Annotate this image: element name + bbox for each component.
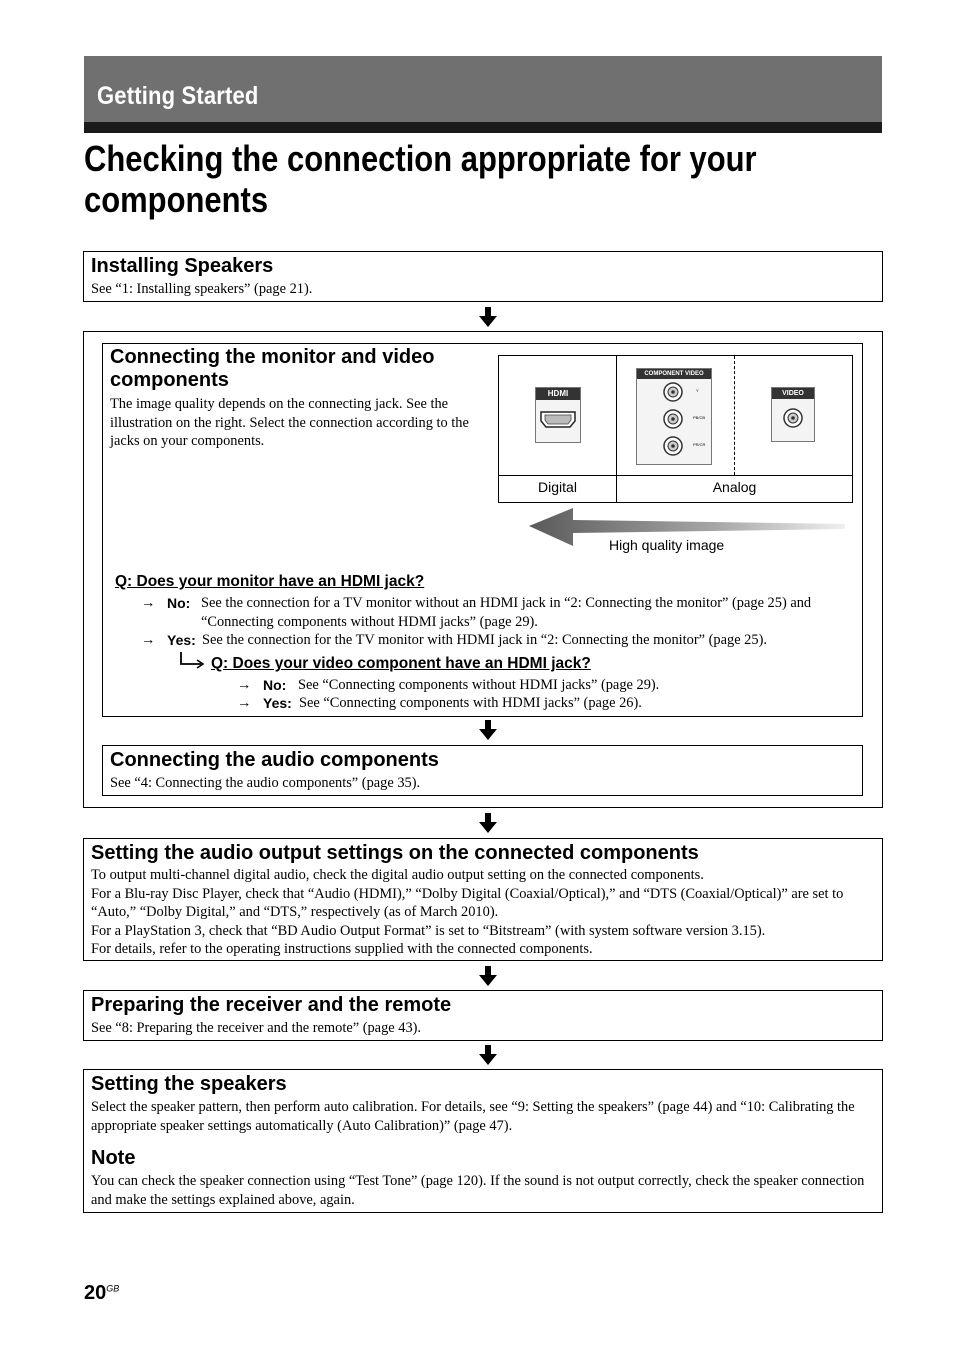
- hdmi-jack: [535, 387, 581, 443]
- setting-speakers-text: Select the speaker pattern, then perform auto calibration. For details, see “9: Setting the speakers” (page 44) and “10: Calibrating the appropriate speaker settings automatically (Auto Calibration)” (page 47).: [91, 1099, 855, 1134]
- section-header-bar: [84, 56, 882, 122]
- audio-output-heading: Setting the audio output settings on the connected components: [91, 842, 699, 864]
- branch-arrow-icon: [179, 652, 205, 670]
- flow-arrow-2: [478, 720, 498, 740]
- component-y-label: Y: [696, 388, 699, 393]
- component-pb-jack-icon: [663, 409, 683, 429]
- audio-output-line1: To output multi-channel digital audio, check the digital audio output setting on the connected components.: [91, 867, 704, 883]
- audio-output-line3: For a PlayStation 3, check that “BD Audio Output Format” is set to “Bitstream” (with system software version 3.15).: [91, 922, 766, 939]
- answer-no-video-text: See “Connecting components without HDMI jacks” (page 29).: [298, 677, 660, 693]
- component-y-jack-icon: [663, 382, 683, 402]
- jack-illustration: [498, 355, 853, 503]
- digital-label: Digital: [538, 479, 577, 495]
- video-jack-icon: [783, 408, 803, 428]
- answer-yes-text: See the connection for the TV monitor with HDMI jack in “2: Connecting the monitor” (page 25).: [202, 632, 767, 648]
- audio-components-box: [102, 745, 863, 796]
- arrow-right-icon: →: [141, 632, 156, 648]
- component-pr-label: PR/CR: [693, 442, 706, 447]
- note-text: You can check the speaker connection using “Test Tone” (page 120). If the sound is not output correctly, check the speaker connection and make the settings explained above, again.: [91, 1173, 865, 1208]
- installing-speakers-text: See “1: Installing speakers” (page 21).: [91, 281, 313, 297]
- receiver-remote-box: [83, 990, 883, 1041]
- audio-output-line4: For details, refer to the operating instructions supplied with the connected components.: [91, 941, 593, 957]
- illustration-dashed-divider: [734, 356, 735, 475]
- answer-no-label: No:: [167, 595, 191, 611]
- setting-speakers-box: [83, 1069, 883, 1213]
- installing-speakers-heading: Installing Speakers: [91, 255, 274, 277]
- audio-output-line2: For a Blu-ray Disc Player, check that “Audio (HDMI),” “Dolby Digital (Coaxial/Optical),” and “DTS (Coaxial/Optical)” are set to “Auto,” “Dolby Digital,” and “DTS,” respectively (as of March 2010).: [91, 885, 844, 920]
- page-number-suffix: GB: [106, 1283, 120, 1294]
- flow-arrow-1: [478, 307, 498, 327]
- answer-no-text: See the connection for a TV monitor without an HDMI jack in “2: Connecting the monitor” (page 25) and “Connecting components without HDMI jacks” (page 29).: [201, 595, 812, 630]
- page-number: [84, 1282, 119, 1305]
- component-pb-label: PB/CB: [693, 415, 706, 420]
- analog-label: Analog: [712, 479, 757, 495]
- receiver-remote-text: See “8: Preparing the receiver and the remote” (page 43).: [91, 1020, 422, 1036]
- page-number-value: 20: [84, 1282, 107, 1304]
- flow-arrow-5: [478, 1045, 498, 1065]
- component-video-label: COMPONENT VIDEO: [637, 369, 711, 379]
- question-hdmi-monitor: Q: Does your monitor have an HDMI jack?: [115, 573, 425, 590]
- quality-label: High quality image: [609, 537, 725, 553]
- answer-yes-video-text: See “Connecting components with HDMI jacks” (page 26).: [299, 695, 642, 711]
- hdmi-label: HDMI: [536, 388, 580, 400]
- answer-yes-label: Yes:: [167, 632, 196, 648]
- audio-components-heading: Connecting the audio components: [110, 749, 439, 771]
- audio-components-text: See “4: Connecting the audio components” (page 35).: [110, 775, 421, 791]
- monitor-video-box: [102, 343, 863, 717]
- note-heading: Note: [91, 1147, 136, 1169]
- arrow-right-icon: →: [141, 595, 156, 611]
- audio-output-box: [83, 838, 883, 961]
- hdmi-port-icon: [540, 410, 576, 428]
- component-pr-jack-icon: [663, 436, 683, 456]
- flow-arrow-4: [478, 966, 498, 986]
- question-hdmi-video: Q: Does your video component have an HDMI jack?: [211, 655, 591, 672]
- page-title: Checking the connection appropriate for your components: [84, 138, 757, 220]
- answer-yes-video-label: Yes:: [263, 695, 292, 711]
- monitor-video-text: The image quality depends on the connecting jack. See the illustration on the right. Select the connection according to the jacks on your components.: [110, 396, 469, 449]
- video-label: VIDEO: [772, 388, 814, 399]
- setting-speakers-heading: Setting the speakers: [91, 1073, 287, 1095]
- illustration-divider-h: [499, 475, 852, 476]
- flow-arrow-3: [478, 813, 498, 833]
- header-rule: [84, 122, 882, 133]
- arrow-right-icon: →: [237, 677, 252, 693]
- arrow-right-icon: →: [237, 695, 252, 711]
- monitor-video-heading: Connecting the monitor and video components: [110, 346, 435, 391]
- video-jack: [771, 387, 815, 442]
- section-title: Getting Started: [97, 82, 259, 110]
- answer-no-video-label: No:: [263, 677, 287, 693]
- component-video-jacks: [636, 368, 712, 465]
- installing-speakers-box: [83, 251, 883, 302]
- receiver-remote-heading: Preparing the receiver and the remote: [91, 994, 452, 1016]
